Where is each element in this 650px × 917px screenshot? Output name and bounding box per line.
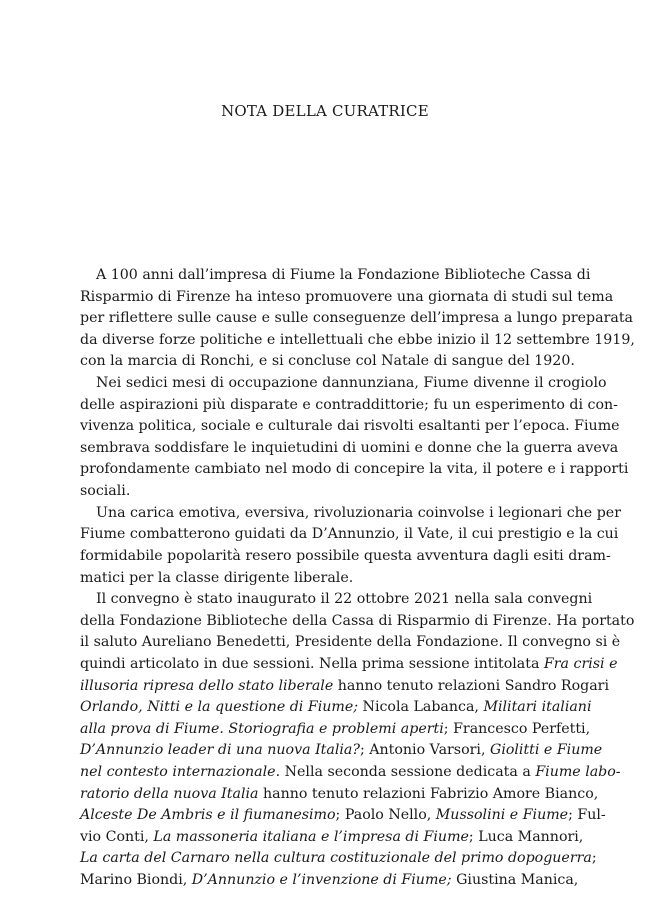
text-segment: ; Ful-: [568, 807, 606, 824]
text-line: [80, 568, 558, 590]
text-segment: delle aspirazioni più disparate e contraddittorie; fu un esperimento di con-: [80, 396, 618, 413]
italic-text: Giolitti e Fiume: [489, 742, 603, 759]
text-line: [80, 373, 607, 395]
text-line: [80, 459, 629, 481]
text-line: [80, 265, 591, 287]
text-line: [80, 308, 633, 330]
text-segment: sembrava soddisfare le inquietudini di uomini e donne che la guerra aveva: [80, 439, 619, 456]
text-segment: sociali.: [80, 483, 131, 500]
text-segment: Fiume combatterono guidati da D’Annunzio, il Vate, il cui prestigio e la cui: [80, 526, 619, 543]
body-text: [80, 265, 635, 892]
text-line: [80, 870, 579, 892]
text-segment: ;: [591, 850, 597, 867]
italic-text: Fiume labo-: [535, 764, 621, 781]
text-line: [80, 676, 610, 698]
text-line: [80, 438, 619, 460]
text-line: [80, 330, 635, 352]
italic-text: D’Annunzio e l’invenzione di Fiume;: [191, 872, 452, 889]
text-segment: ; Antonio Varsori,: [359, 742, 490, 759]
italic-text: La massoneria italiana e l’impresa di Fiume: [153, 828, 469, 845]
italic-text: Militari italiani: [483, 699, 592, 716]
italic-text: illusoria ripresa dello stato liberale: [80, 677, 334, 694]
text-line: [80, 719, 591, 741]
text-segment: ; Luca Mannori,: [468, 828, 584, 845]
text-segment: Il convegno è stato inaugurato il 22 ottobre 2021 nella sala convegni: [96, 591, 593, 608]
italic-text: D’Annunzio leader di una nuova Italia?: [80, 742, 360, 759]
text-segment: quindi articolato in due sessioni. Nella prima sessione intitolata: [80, 655, 544, 672]
text-segment: Risparmio di Firenze ha inteso promuovere una giornata di studi sul tema: [80, 288, 614, 305]
italic-text: Fra crisi e: [543, 655, 618, 672]
text-line: [80, 351, 575, 373]
text-line: [80, 546, 611, 568]
italic-text: Mussolini e Fiume: [435, 807, 569, 824]
italic-text: La carta del Carnaro nella cultura costituzionale del primo dopoguerra: [80, 850, 592, 867]
text-line: [80, 654, 618, 676]
italic-text: Alceste De Ambris e il fiumanesimo: [80, 807, 336, 824]
text-line: [80, 481, 558, 503]
text-segment: il saluto Aureliano Benedetti, Presidente della Fondazione. Il convegno si è: [80, 634, 621, 651]
text-line: [80, 395, 618, 417]
italic-text: ratorio della nuova Italia: [80, 785, 259, 802]
text-segment: vio Conti,: [80, 828, 154, 845]
text-line: [80, 287, 614, 309]
text-line: [80, 503, 621, 525]
text-segment: formidabile popolarità resero possibile questa avventura dagli esiti dram-: [80, 547, 611, 564]
text-segment: della Fondazione Biblioteche della Cassa di Risparmio di Firenze. Ha portato: [80, 612, 635, 629]
text-segment: ; Francesco Perfetti,: [443, 720, 591, 737]
text-segment: Nella seconda sessione dedicata a: [280, 764, 536, 781]
text-segment: Giustina Manica,: [451, 872, 579, 889]
italic-text: nel contesto internazionale.: [80, 764, 281, 781]
text-line: [80, 697, 592, 719]
page-title: NOTA DELLA CURATRICE: [221, 102, 429, 120]
text-segment: profondamente cambiato nel modo di concepire la vita, il potere e i rapporti: [80, 461, 629, 478]
text-segment: matici per la classe dirigente liberale.: [80, 569, 354, 586]
text-line: [80, 827, 584, 849]
text-line: [80, 632, 621, 654]
text-segment: Nei sedici mesi di occupazione dannunziana, Fiume divenne il crogiolo: [96, 375, 607, 392]
text-line: [80, 762, 621, 784]
text-segment: da diverse forze politiche e intellettuali che ebbe inizio il 12 settembre 1919,: [80, 331, 635, 348]
text-line: [80, 805, 606, 827]
text-segment: hanno tenuto relazioni Fabrizio Amore Bianco,: [258, 785, 599, 802]
text-segment: ; Paolo Nello,: [335, 807, 436, 824]
text-line: [80, 589, 593, 611]
text-line: [80, 848, 597, 870]
text-segment: Una carica emotiva, eversiva, rivoluzionaria coinvolse i legionari che per: [96, 504, 621, 521]
italic-text: Orlando, Nitti e la questione di Fiume;: [80, 699, 359, 716]
italic-text: alla prova di Fiume. Storiografia e problemi aperti: [80, 720, 444, 737]
text-line: [80, 611, 635, 633]
text-segment: Marino Biondi,: [80, 872, 192, 889]
text-segment: hanno tenuto relazioni Sandro Rogari: [333, 677, 610, 694]
text-segment: per riflettere sulle cause e sulle conseguenze dell’impresa a lungo preparata: [80, 310, 633, 327]
text-line: [80, 784, 599, 806]
text-line: [80, 524, 619, 546]
text-segment: vivenza politica, sociale e culturale dai risvolti esaltanti per l’epoca. Fiume: [80, 418, 620, 435]
text-segment: A 100 anni dall’impresa di Fiume la Fondazione Biblioteche Cassa di: [96, 267, 591, 283]
text-segment: con la marcia di Ronchi, e si concluse col Natale di sangue del 1920.: [80, 353, 575, 370]
text-line: [80, 740, 603, 762]
text-line: [80, 416, 620, 438]
text-segment: Nicola Labanca,: [358, 699, 484, 716]
